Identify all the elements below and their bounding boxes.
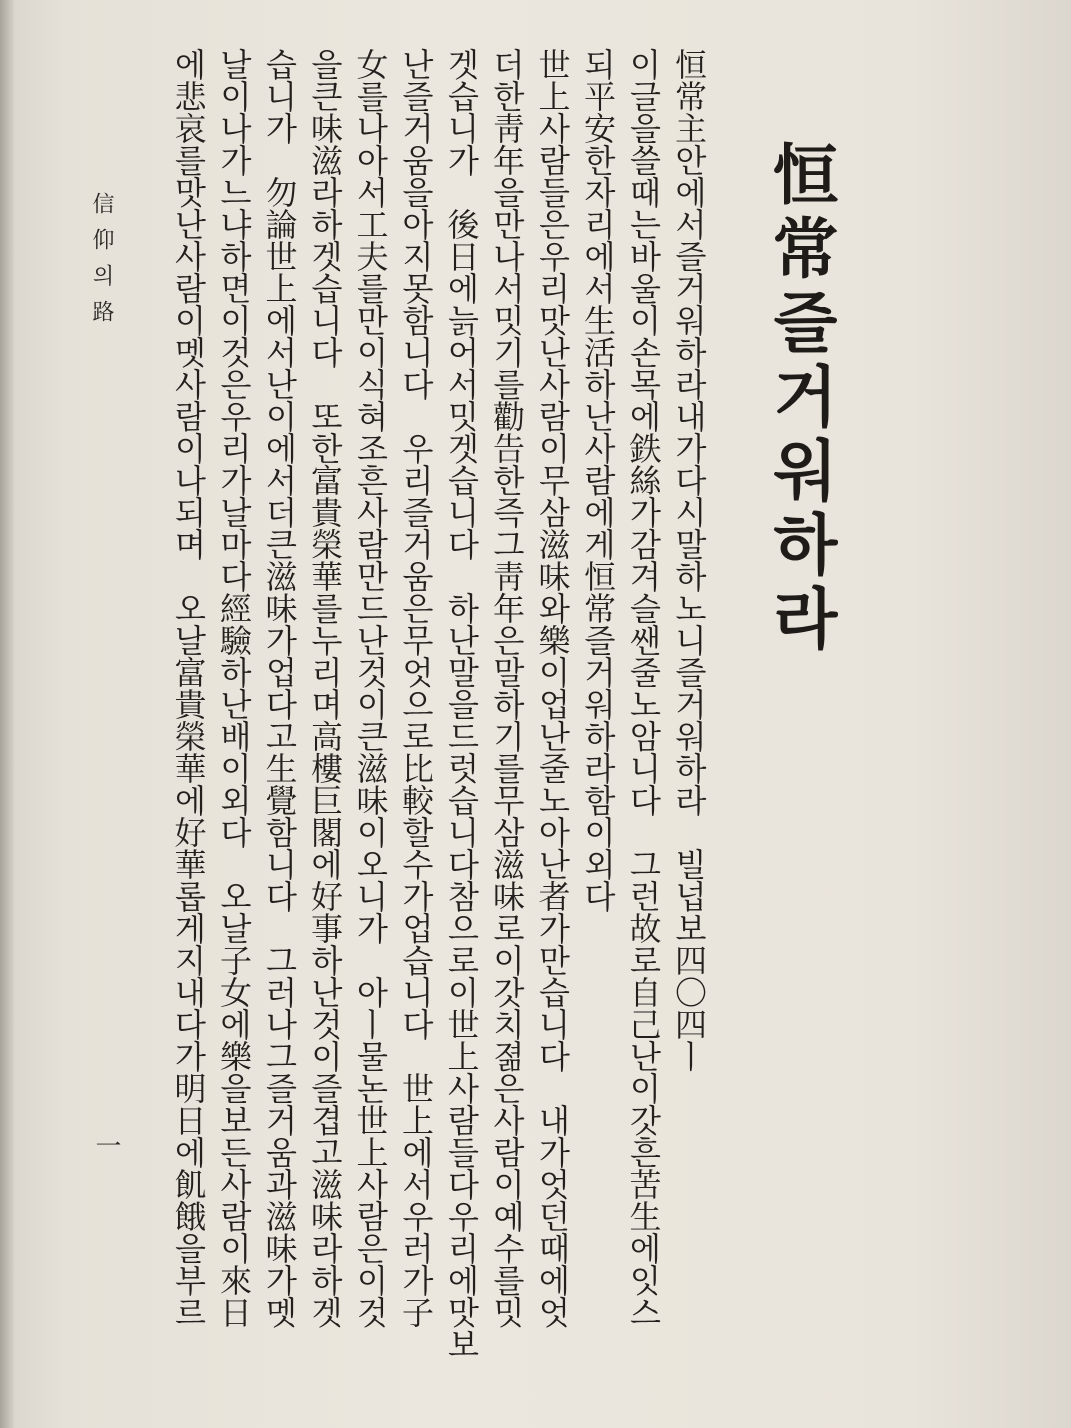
text-column: 날이나가느냐하면이것은우리가날마다經驗하난배이외다 오날子女에樂을보든사람이來日 (215, 48, 253, 1328)
text-column: 난즐거움을아지못함니다 우리즐거움은무엇으로比較할수가업습니다 世上에서우러가子 (397, 48, 435, 1328)
text-column: 에悲哀를맛난사람이멧사람이나되며 오날富貴榮華에好華롭게지내다가明日에飢餓을부르 (169, 48, 208, 1328)
body-text (165, 48, 711, 1378)
text-column: 을큰味滋라하겟습니다 또한富貴榮華를누리며高樓巨閣에好事하난것이즐겹고滋味라하겟 (306, 48, 344, 1328)
text-column: 恒常主안에서즐거워하라내가다시말하노니즐거워하라 빌넙보四〇四ㅣ (670, 48, 708, 1072)
page-number: 一 (91, 1132, 121, 1158)
text-column: 世上사람들은우리맛난사람이무삼滋味와樂이업난줄노아난者가만습니다 내가엇던때에엇 (533, 48, 572, 1328)
text-column: 더한靑年을만나서밋기를勸告한즉그靑年은말하기를무삼滋味로이갓치졂은사람이예수를밋 (488, 48, 526, 1328)
text-column: 이글을쓸때는바울이손목에鉄絲가감겨슬쌘줄노암니다 그런故로自己난이갓흔苦生에잇스 (624, 48, 663, 1328)
text-column: 겟습니가 後日에늙어서밋겟습니다 하난말을드럿습니다참으로이世上사람들다우리에맛보 (442, 48, 481, 1360)
running-head: 信仰의路 (89, 192, 114, 336)
text-column: 되平安한자리에서生活하난사람에게恒常즐거워하라함이외다 (579, 48, 617, 912)
text-column: 습니가 勿論世上에서난이에서더큰滋味가업다고生覺함니다 그러나그즐거움과滋味가멧 (260, 48, 299, 1328)
chapter-title: 恒常즐거워하라 (761, 140, 839, 658)
page-gutter-shadow (0, 0, 14, 1428)
text-column: 女를나아서工夫를만이식혀조흔사람만드난것이큰滋味이오니가 아ㅣ물논世上사람은이것 (351, 48, 390, 1328)
